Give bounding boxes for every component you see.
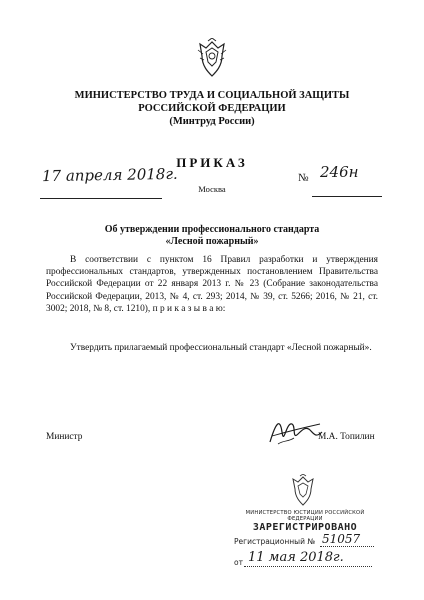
body-paragraph-1: В соответствии с пунктом 16 Правил разработки и утверждения профессиональных стандартов, утвержденных постановлением Правительства Российской Федерации от 22 января 2013 г. № 23 (Собрание законодательства Российской Федерации, 2013, № 4, ст. 293; 2014, № 39, ст. 5266; 2016, № 21, ст. 3002; 2018, № 8, ст. 1210), п р и к а з ы в а ю: <box>46 255 378 314</box>
subject-line1: Об утверждении профессионального стандарта <box>104 224 320 235</box>
number-underline <box>312 182 382 197</box>
ministry-short-name: (Минтруд России) <box>169 116 255 127</box>
stamp-reg-number: 51057 <box>322 532 361 546</box>
coat-of-arms-icon <box>194 38 230 80</box>
registration-stamp <box>232 470 378 590</box>
stamp-registered: ЗАРЕГИСТРИРОВАНО <box>252 522 358 533</box>
handwritten-signature <box>266 412 326 452</box>
stamp-from-label: от <box>234 558 243 567</box>
stamp-from-underline <box>244 566 372 567</box>
signer-position: Министр <box>46 432 83 442</box>
order-subject <box>0 224 424 248</box>
order-number: 246н <box>320 163 359 181</box>
order-city: Москва <box>198 184 226 194</box>
stamp-reg-underline <box>320 546 374 547</box>
ministry-name-line1: МИНИСТЕРСТВО ТРУДА И СОЦИАЛЬНОЙ ЗАЩИТЫ <box>74 90 350 101</box>
signer-name: М.А. Топилин <box>318 432 375 442</box>
body-paragraph-2: Утвердить прилагаемый профессиональный стандарт «Лесной пожарный». <box>70 343 372 353</box>
stamp-from-date: 11 мая 2018г. <box>248 550 344 565</box>
stamp-ministry: МИНИСТЕРСТВО ЮСТИЦИИ РОССИЙСКОЙ ФЕДЕРАЦИИ <box>245 510 365 522</box>
stamp-emblem-icon <box>288 474 318 508</box>
ministry-name-line2: РОССИЙСКОЙ ФЕДЕРАЦИИ <box>138 103 286 114</box>
subject-line2: «Лесной пожарный» <box>165 236 259 247</box>
order-date: 17 апреля 2018г. <box>41 164 178 186</box>
document-title: ПРИКАЗ <box>176 155 248 170</box>
number-sign: № <box>298 172 309 184</box>
stamp-reg-label: Регистрационный № <box>234 537 316 546</box>
